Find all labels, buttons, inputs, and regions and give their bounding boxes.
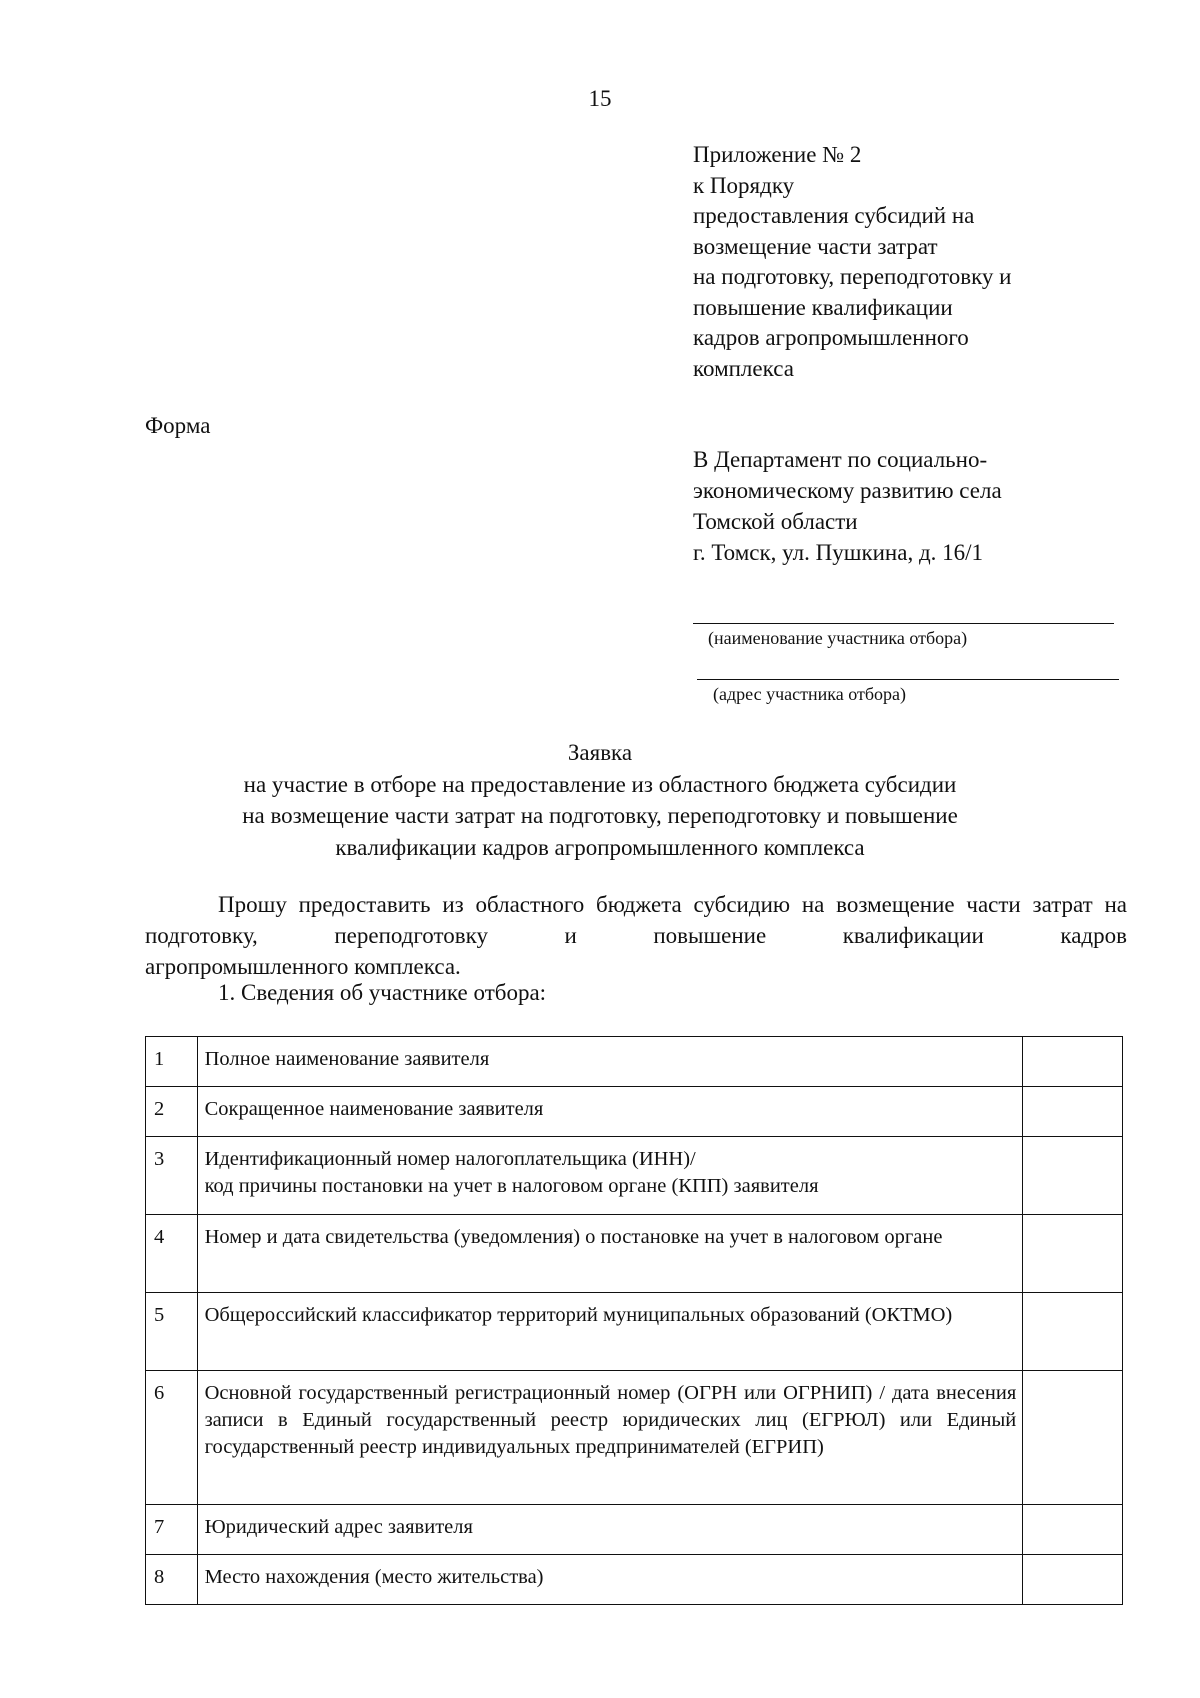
application-title <box>0 737 1200 863</box>
row-value-cell[interactable] <box>1023 1037 1123 1087</box>
table-row <box>146 1037 1123 1087</box>
row-label: Место нахождения (место жительства) <box>197 1555 1023 1605</box>
table-row <box>146 1371 1123 1505</box>
participant-address-caption: (адрес участника отбора) <box>713 684 906 704</box>
table-row <box>146 1293 1123 1371</box>
row-number: 1 <box>146 1037 198 1087</box>
appendix-line: комплекса <box>693 355 794 381</box>
request-paragraph <box>145 889 1127 982</box>
row-value-cell[interactable] <box>1023 1087 1123 1137</box>
row-number: 5 <box>146 1293 198 1371</box>
form-label: Форма <box>145 413 211 438</box>
row-number: 2 <box>146 1087 198 1137</box>
addressee-line: Томской области <box>693 509 858 534</box>
title-line: на участие в отборе на предоставление из областного бюджета субсидии <box>243 771 957 797</box>
appendix-block <box>693 140 1011 384</box>
request-text: Прошу предоставить из областного бюджета субсидию на возмещение части затрат на подготовку, переподготовку и повышение квалификации кадров <box>145 892 1127 948</box>
addressee-block <box>693 444 1002 568</box>
table-row <box>146 1505 1123 1555</box>
row-value-cell[interactable] <box>1023 1505 1123 1555</box>
row-label-line: Идентификационный номер налогоплательщика (ИНН)/ <box>204 1148 696 1170</box>
row-value-cell[interactable] <box>1023 1137 1123 1215</box>
request-text-end: агропромышленного комплекса. <box>145 954 461 979</box>
addressee-line: В Департамент по социально- <box>693 447 988 472</box>
title-heading: Заявка <box>567 740 633 765</box>
row-number: 3 <box>146 1137 198 1215</box>
participant-info-table <box>145 1036 1123 1605</box>
row-label <box>197 1137 1023 1215</box>
row-label: Номер и дата свидетельства (уведомления) о постановке на учет в налоговом органе <box>197 1215 1023 1293</box>
row-value-cell[interactable] <box>1023 1293 1123 1371</box>
appendix-line: возмещение части затрат <box>693 233 938 259</box>
title-line: на возмещение части затрат на подготовку, переподготовку и повышение <box>242 803 958 828</box>
page-number: 15 <box>588 86 612 111</box>
row-value-cell[interactable] <box>1023 1371 1123 1505</box>
addressee-line: г. Томск, ул. Пушкина, д. 16/1 <box>693 540 984 565</box>
appendix-line: на подготовку, переподготовку и <box>693 264 1012 289</box>
table-row <box>146 1087 1123 1137</box>
appendix-line: Приложение № 2 <box>693 142 862 167</box>
row-label-line: код причины постановки на учет в налоговом органе (КПП) заявителя <box>204 1175 819 1197</box>
row-number: 4 <box>146 1215 198 1293</box>
row-value-cell[interactable] <box>1023 1215 1123 1293</box>
table-row <box>146 1137 1123 1215</box>
row-number: 7 <box>146 1505 198 1555</box>
appendix-line: повышение квалификации <box>693 294 953 320</box>
title-line: квалификации кадров агропромышленного комплекса <box>335 834 865 860</box>
row-label: Полное наименование заявителя <box>197 1037 1023 1087</box>
table-row <box>146 1215 1123 1293</box>
row-number: 6 <box>146 1371 198 1505</box>
participant-name-caption: (наименование участника отбора) <box>708 628 968 648</box>
participant-address-line[interactable] <box>697 679 1119 680</box>
row-number: 8 <box>146 1555 198 1605</box>
row-label: Общероссийский классификатор территорий муниципальных образований (ОКТМО) <box>197 1293 1023 1371</box>
row-value-cell[interactable] <box>1023 1555 1123 1605</box>
row-label: Сокращенное наименование заявителя <box>197 1087 1023 1137</box>
participant-name-line[interactable] <box>693 623 1114 624</box>
table-row <box>146 1555 1123 1605</box>
addressee-line: экономическому развитию села <box>693 478 1002 503</box>
appendix-line: к Порядку <box>693 172 795 198</box>
appendix-line: кадров агропромышленного <box>693 325 969 350</box>
section-heading: 1. Сведения об участнике отбора: <box>218 980 547 1005</box>
row-label: Основной государственный регистрационный номер (ОГРН или ОГРНИП) / дата внесения записи в Единый государственный реестр юридических лиц (ЕГРЮЛ) или Единый государственный реестр индивидуальных предпринимателей (ЕГРИП) <box>197 1371 1023 1505</box>
row-label: Юридический адрес заявителя <box>197 1505 1023 1555</box>
appendix-line: предоставления субсидий на <box>693 203 975 228</box>
